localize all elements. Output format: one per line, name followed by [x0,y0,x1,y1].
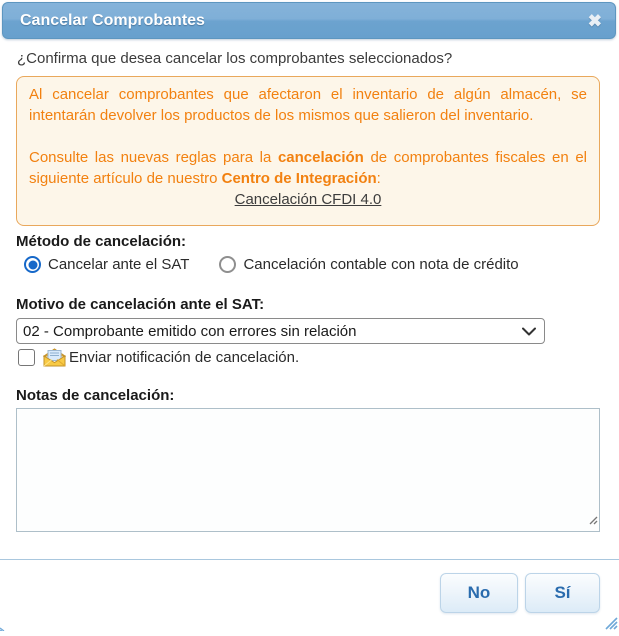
dialog-title: Cancelar Comprobantes [20,11,205,29]
cancelacion-cfdi-link[interactable]: Cancelación CFDI 4.0 [234,191,382,208]
chevron-down-icon [522,327,536,336]
metodo-radio-group [24,256,519,273]
notify-row [18,348,299,367]
warning-bold-centro: Centro de Integración [221,170,377,187]
dialog-title-bar[interactable] [2,2,616,39]
warning-text: de comprobantes fiscales en el siguiente artículo de nuestro [29,149,587,187]
motivo-label: Motivo de cancelación ante el SAT: [16,296,265,313]
warning-paragraph-2 [29,147,587,189]
notas-label: Notas de cancelación: [16,387,175,404]
warning-bold-cancelacion: cancelación [277,149,364,166]
footer-separator [0,559,619,560]
warning-text: : [376,170,381,187]
warning-paragraph-1: Al cancelar comprobantes que afectaron el inventario de algún almacén, se intentarán devolver los productos de los mismos que salieron del inventario. [29,86,587,124]
no-button[interactable]: No [440,573,518,613]
warning-text: Consulte las nuevas reglas para la [29,149,278,166]
close-icon[interactable]: ✖ [587,11,602,30]
warning-box [16,76,600,226]
notify-label[interactable]: Enviar notificación de cancelación. [69,349,300,366]
email-icon [43,348,66,367]
metodo-label: Método de cancelación: [16,233,187,250]
warning-link-row [29,189,587,210]
motivo-select[interactable] [16,318,545,344]
radio-cancelar-ante-sat-label[interactable]: Cancelar ante el SAT [48,256,190,273]
radio-cancelacion-contable[interactable] [219,256,236,273]
yes-button[interactable]: Sí [525,573,600,613]
radio-cancelacion-contable-label[interactable]: Cancelación contable con nota de crédito [243,256,519,273]
radio-cancelar-ante-sat[interactable] [24,256,41,273]
notify-checkbox[interactable] [18,349,35,366]
window-resize-grip-left[interactable] [0,618,7,636]
notas-wrap [16,408,600,532]
notas-textarea[interactable] [16,408,600,532]
window-resize-grip[interactable] [602,614,618,635]
confirm-question: ¿Confirma que desea cancelar los comprobantes seleccionados? [17,50,453,67]
motivo-select-value: 02 - Comprobante emitido con errores sin relación [23,322,357,340]
